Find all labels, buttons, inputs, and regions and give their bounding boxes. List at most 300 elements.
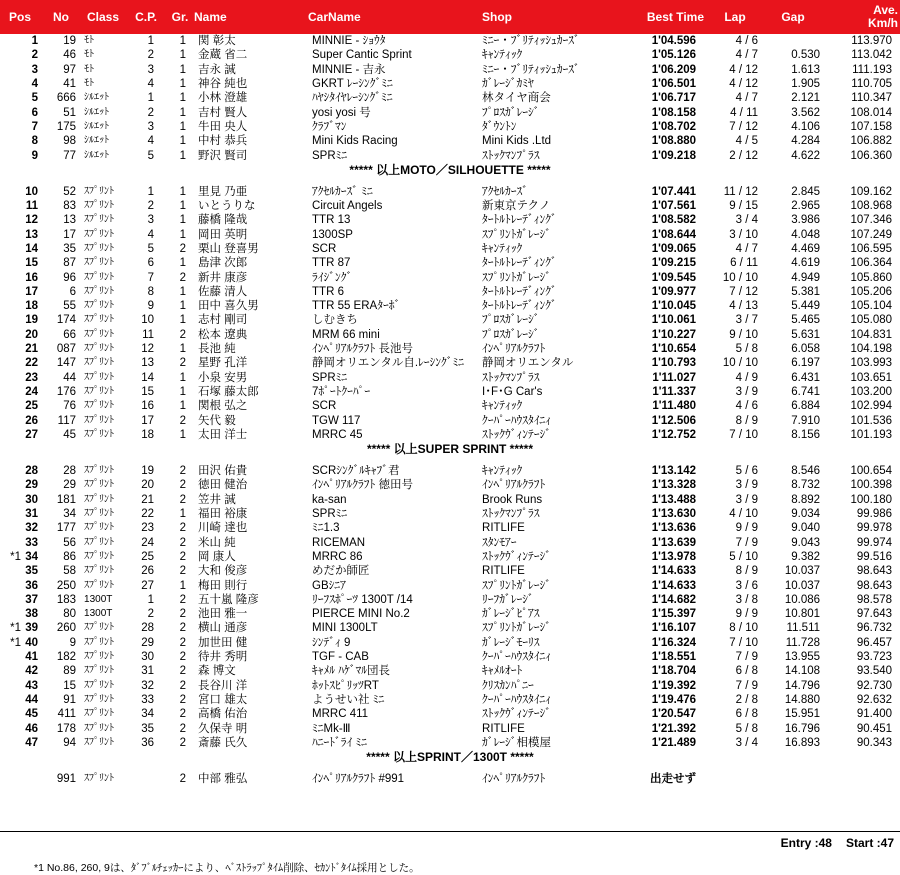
- table-row: [0, 63, 900, 77]
- group: 1: [179, 185, 187, 198]
- lap: 4 / 7: [735, 92, 759, 105]
- shop: ｽﾄｯｸｳﾞｨﾝﾃｰｼﾞ: [482, 708, 552, 721]
- start-count: Start :47: [845, 836, 894, 850]
- position: 4: [31, 78, 39, 91]
- class: ｼﾙｴｯﾄ: [84, 149, 110, 161]
- class: ｽﾌﾟﾘﾝﾄ: [84, 314, 115, 326]
- group: 2: [179, 593, 187, 606]
- note-mark: [0, 650, 22, 664]
- group: 1: [179, 579, 187, 592]
- group: 1: [179, 343, 187, 356]
- driver-name: 高橋 佑治: [198, 708, 248, 721]
- lap: 3 / 4: [735, 214, 759, 227]
- note-mark: [0, 607, 22, 621]
- class: ｽﾌﾟﾘﾝﾄ: [84, 185, 115, 197]
- best-time: 1'14.682: [651, 593, 697, 606]
- separator-label: ***** 以上SPRINT／1300T *****: [366, 749, 534, 764]
- car-number: 76: [63, 400, 77, 413]
- table-row: [0, 621, 900, 635]
- best-time: 1'16.107: [651, 622, 697, 635]
- class: ｽﾌﾟﾘﾝﾄ: [84, 300, 115, 312]
- table-row: [0, 213, 900, 227]
- shop: ﾀﾞｳﾝﾄﾝ: [482, 120, 517, 133]
- table-row: [0, 242, 900, 256]
- position: 41: [25, 651, 39, 664]
- driver-name: 金蔵 省二: [198, 49, 248, 62]
- car-number: 80: [63, 608, 77, 621]
- driver-name: 米山 純: [198, 536, 236, 549]
- gap: 10.086: [784, 593, 821, 606]
- best-time: 1'04.596: [651, 35, 697, 48]
- class-position: 32: [141, 679, 155, 692]
- car-number: 96: [63, 271, 77, 284]
- car-number: 44: [63, 371, 77, 384]
- note-mark: *1: [10, 622, 21, 635]
- group: 2: [179, 271, 187, 284]
- gap: 2.965: [791, 200, 821, 213]
- lap: 4 / 5: [735, 135, 759, 148]
- table-row: [0, 199, 900, 213]
- class-position: 3: [147, 214, 155, 227]
- group: 1: [179, 228, 187, 241]
- gap: [764, 34, 822, 48]
- car-number: 178: [56, 722, 77, 735]
- table-row: [0, 313, 900, 327]
- lap: 5 / 8: [735, 722, 759, 735]
- average-speed: 107.158: [850, 120, 893, 133]
- shop: ｽﾀﾝﾓｱｰ: [482, 536, 517, 549]
- lap: 7 / 12: [729, 285, 759, 298]
- gap: 4.469: [791, 243, 821, 255]
- driver-name: 長谷川 洋: [198, 679, 248, 692]
- car-number: 86: [63, 550, 77, 563]
- best-time: 1'08.644: [651, 228, 697, 241]
- car-name: SPRﾐﾆ: [312, 371, 348, 384]
- class-position: 26: [141, 565, 155, 578]
- best-time: 1'14.633: [651, 565, 697, 578]
- lap: 4 / 12: [729, 63, 759, 76]
- position: 47: [25, 736, 39, 749]
- gap: 5.449: [791, 300, 821, 313]
- class-position: 21: [141, 493, 155, 506]
- car-number: 41: [63, 78, 77, 91]
- lap: 9 / 10: [729, 328, 759, 341]
- car-number: 58: [63, 565, 77, 578]
- class-position: 29: [141, 636, 155, 649]
- class-position: 19: [141, 465, 155, 478]
- position: 19: [25, 314, 39, 327]
- car-number: 182: [56, 651, 77, 664]
- car-number: 34: [63, 508, 77, 521]
- class: ｽﾌﾟﾘﾝﾄ: [84, 522, 115, 534]
- lap: 5 / 10: [729, 550, 759, 563]
- table-row: [0, 678, 900, 692]
- position: 37: [25, 593, 39, 606]
- class-position: 8: [147, 285, 155, 298]
- driver-name: 小林 澄雄: [198, 92, 248, 105]
- dns-row: [0, 772, 900, 786]
- shop: I･F･G Car's: [482, 385, 543, 398]
- best-time: 1'19.476: [651, 693, 697, 706]
- gap: 3.986: [791, 214, 821, 227]
- lap: 4 / 9: [735, 371, 759, 384]
- position: 46: [25, 722, 39, 735]
- driver-name: 岡田 英明: [198, 228, 248, 241]
- class: 1300T: [84, 608, 113, 620]
- car-number: 35: [63, 243, 77, 255]
- note-mark: [0, 564, 22, 578]
- header-best-time: Best Time: [620, 0, 706, 34]
- best-time: 1'13.639: [651, 536, 697, 549]
- car-name: MINNIE - 吉永: [312, 63, 386, 76]
- table-row: [0, 148, 900, 162]
- gap: 7.910: [791, 414, 821, 427]
- car-number: 177: [56, 522, 77, 535]
- table-row: [0, 650, 900, 664]
- class: ｽﾌﾟﾘﾝﾄ: [84, 465, 115, 477]
- car-name: 静岡オリエンタル自.ﾚｰｼﾝｸﾞﾐﾆ: [312, 357, 465, 370]
- car-number: 87: [63, 257, 77, 270]
- group: 1: [179, 314, 187, 327]
- driver-name: 宮口 雄太: [198, 693, 248, 706]
- shop: 林タイヤ商会: [482, 92, 551, 105]
- driver-name: 関根 弘之: [198, 400, 248, 413]
- gap: 8.892: [791, 493, 821, 506]
- driver-name: 長池 純: [198, 343, 236, 356]
- lap: 3 / 4: [735, 736, 759, 749]
- car-name: 1300SP: [312, 228, 353, 241]
- shop: ｲﾝﾍﾟﾘｱﾙｸﾗﾌﾄ: [482, 343, 546, 356]
- table-row: [0, 707, 900, 721]
- class: ｽﾌﾟﾘﾝﾄ: [84, 257, 115, 269]
- car-name: ﾐﾆMk-Ⅲ: [312, 722, 351, 735]
- group: 1: [179, 92, 187, 105]
- driver-name: 牛田 央人: [198, 120, 248, 133]
- note-mark: [0, 228, 22, 242]
- note-mark: *1: [10, 550, 21, 563]
- best-time: 1'07.441: [651, 185, 697, 198]
- gap: 2.845: [791, 185, 821, 198]
- driver-name: 志村 剛司: [198, 314, 248, 327]
- car-name: ﾘｰﾌｽﾎﾟｰﾂ 1300T /14: [312, 593, 413, 606]
- driver-name: 田中 喜久男: [198, 300, 259, 313]
- class-position: 2: [147, 106, 155, 119]
- car-number: 991: [56, 773, 77, 786]
- class-position: 18: [141, 428, 155, 441]
- table-row: [0, 256, 900, 270]
- driver-name: 野沢 賢司: [198, 149, 248, 162]
- gap: 11.511: [786, 622, 821, 635]
- shop: ｽﾌﾟﾘﾝﾄｶﾞﾚｰｼﾞ: [482, 228, 552, 241]
- car-number: 411: [57, 708, 77, 721]
- average-speed: 98.643: [856, 565, 893, 578]
- gap: 5.465: [791, 314, 821, 327]
- group: 1: [179, 35, 187, 48]
- table-row: [0, 428, 900, 442]
- class-position: 17: [141, 414, 155, 427]
- gap: 14.880: [784, 693, 821, 706]
- group: 2: [179, 608, 187, 621]
- best-time: 1'14.633: [651, 579, 697, 592]
- car-number: 46: [63, 49, 77, 62]
- best-time: 1'21.392: [651, 722, 697, 735]
- class: ｽﾌﾟﾘﾝﾄ: [84, 679, 115, 691]
- class-position: 36: [141, 736, 155, 749]
- position: 28: [25, 465, 39, 478]
- group: 2: [179, 565, 187, 578]
- position: 20: [25, 328, 39, 341]
- shop: ｶﾞﾚｰｼﾞ相模屋: [482, 736, 552, 749]
- class-position: 24: [141, 536, 155, 549]
- car-name: しむきち: [312, 314, 359, 327]
- best-time: 1'13.636: [651, 522, 697, 535]
- driver-name: 吉村 賢人: [198, 106, 248, 119]
- position: [22, 772, 40, 786]
- car-number: 45: [63, 428, 77, 441]
- group: 2: [179, 651, 187, 664]
- class-position: 4: [147, 228, 155, 241]
- car-name: ｸﾗﾌﾞﾏﾝ: [312, 120, 347, 133]
- lap: 11 / 12: [723, 185, 759, 198]
- driver-name: 徳田 健治: [198, 479, 248, 492]
- car-name: TGW 117: [312, 414, 361, 427]
- gap: 4.619: [791, 257, 821, 270]
- lap: 2 / 8: [735, 693, 759, 706]
- table-row: [0, 228, 900, 242]
- note-mark: [0, 91, 22, 105]
- best-time: 1'11.337: [652, 385, 697, 398]
- lap: 4 / 11: [730, 106, 759, 119]
- position: 30: [25, 493, 39, 506]
- class-position: 3: [147, 120, 155, 133]
- shop: ｸｰﾊﾟｰﾊｳｽﾀｲﾆｨ: [482, 651, 552, 664]
- driver-name: いとうりな: [198, 200, 256, 213]
- position: 12: [25, 214, 39, 227]
- table-row: [0, 48, 900, 62]
- car-number: 52: [63, 185, 77, 198]
- shop: ｸｰﾊﾟｰﾊｳｽﾀｲﾆｨ: [482, 414, 552, 427]
- class-position: 30: [141, 651, 155, 664]
- average-speed: 93.540: [856, 665, 893, 678]
- average-speed: 101.536: [850, 414, 893, 427]
- section-gap: [0, 177, 900, 185]
- lap: 8 / 9: [735, 565, 759, 578]
- table-row: [0, 636, 900, 650]
- best-time: 1'08.582: [651, 214, 697, 227]
- lap: 4 / 6: [735, 35, 759, 48]
- note-mark: [0, 736, 22, 750]
- class: ｽﾌﾟﾘﾝﾄ: [84, 773, 115, 785]
- gap: 14.796: [784, 679, 821, 692]
- gap: 8.156: [791, 428, 821, 441]
- class-position: [124, 772, 168, 786]
- class-position: 34: [141, 708, 155, 721]
- group: 1: [179, 214, 187, 227]
- note-mark: [0, 199, 22, 213]
- lap: 4 / 6: [735, 400, 759, 413]
- shop: ﾐﾆｰ・ﾌﾞﾘﾃｨｯｼｭｶｰｽﾞ: [482, 35, 580, 48]
- group: 1: [179, 428, 187, 441]
- gap: 4.048: [791, 228, 821, 241]
- header-ave-line2: Km/h: [868, 16, 899, 30]
- position: 27: [25, 428, 39, 441]
- driver-name: 石塚 藤太郎: [198, 385, 259, 398]
- car-name: TTR 87: [312, 257, 351, 270]
- gap: 16.796: [784, 722, 821, 735]
- table-row: [0, 385, 900, 399]
- average-speed: 101.193: [850, 428, 893, 441]
- class-position: 35: [141, 722, 155, 735]
- average-speed: 100.180: [850, 493, 893, 506]
- car-number: 19: [63, 35, 77, 48]
- shop: ｲﾝﾍﾟﾘｱﾙｸﾗﾌﾄ: [482, 479, 546, 492]
- class-position: 5: [147, 149, 155, 162]
- note-mark: [0, 399, 22, 413]
- best-time: 1'11.480: [652, 400, 697, 413]
- car-name: MRRC 411: [312, 708, 369, 721]
- position: 21: [25, 343, 39, 356]
- group: 2: [179, 536, 187, 549]
- note-mark: [0, 707, 22, 721]
- gap: 15.951: [784, 708, 821, 721]
- lap: 7 / 9: [735, 536, 759, 549]
- lap: 9 / 15: [729, 200, 759, 213]
- driver-name: 笠井 誠: [198, 493, 236, 506]
- average-speed: 97.643: [856, 608, 893, 621]
- best-time: 1'08.158: [651, 106, 697, 119]
- car-name: ﾐﾆ1.3: [312, 522, 340, 535]
- driver-name: 田沢 佑貴: [198, 465, 248, 478]
- best-time: 1'06.501: [651, 78, 697, 91]
- position: 22: [25, 357, 39, 370]
- class-position: 27: [141, 579, 155, 592]
- group: 2: [179, 328, 187, 341]
- class: ｽﾌﾟﾘﾝﾄ: [84, 371, 115, 383]
- average-speed: 105.860: [850, 271, 893, 284]
- driver-name: 川崎 達也: [198, 522, 248, 535]
- car-name: ようせい社 ﾐﾆ: [312, 693, 385, 706]
- shop: ｷｬﾝﾃｨｯｸ: [482, 400, 523, 413]
- gap: 4.106: [791, 120, 821, 133]
- class-position: 16: [141, 400, 155, 413]
- table-row: [0, 464, 900, 478]
- table-row: [0, 105, 900, 119]
- driver-name: 大和 俊彦: [198, 565, 248, 578]
- lap: 3 / 10: [729, 228, 759, 241]
- header-row: [0, 0, 900, 34]
- table-row: [0, 536, 900, 550]
- best-time: 1'09.977: [651, 285, 697, 298]
- position: 45: [25, 708, 39, 721]
- lap: 7 / 10: [729, 636, 759, 649]
- gap: 4.284: [791, 135, 821, 148]
- position: 26: [25, 414, 39, 427]
- average-speed: 105.104: [850, 300, 893, 313]
- shop: ｽﾄｯｸｳﾞｨﾝﾃｰｼﾞ: [482, 550, 552, 563]
- note-mark: [0, 356, 22, 370]
- car-number: 15: [63, 679, 77, 692]
- average-speed: 98.578: [856, 593, 893, 606]
- class: ｼﾙｴｯﾄ: [84, 92, 110, 104]
- class-position: 9: [147, 300, 155, 313]
- lap: 5 / 6: [735, 465, 759, 478]
- shop: ｷｬﾝﾃｨｯｸ: [482, 243, 523, 255]
- class-position: 25: [141, 550, 155, 563]
- lap: 7 / 9: [735, 651, 759, 664]
- position: 16: [25, 271, 39, 284]
- car-number: 77: [63, 149, 77, 162]
- driver-name: 待井 秀明: [198, 651, 248, 664]
- group: 1: [179, 49, 187, 62]
- class-position: 33: [141, 693, 155, 706]
- car-number: 28: [63, 465, 77, 478]
- class-position: 13: [141, 357, 155, 370]
- lap: 3 / 9: [735, 479, 759, 492]
- best-time: 1'13.328: [651, 479, 697, 492]
- best-time: 1'13.978: [651, 550, 697, 563]
- car-name: SCR: [312, 400, 337, 413]
- gap: 0.530: [791, 49, 821, 62]
- note-mark: [0, 148, 22, 162]
- class: ｽﾌﾟﾘﾝﾄ: [84, 693, 115, 705]
- driver-name: 横山 通彦: [198, 622, 248, 635]
- gap: 4.949: [791, 271, 821, 284]
- gap: 1.905: [791, 78, 821, 91]
- gap: 6.197: [791, 357, 821, 370]
- position: 23: [25, 371, 39, 384]
- shop: ｸﾘｽｶﾝﾊﾟﾆｰ: [482, 679, 534, 692]
- car-name: yosi yosi 号: [312, 106, 371, 119]
- average-speed: 96.732: [856, 622, 893, 635]
- best-time: 1'12.752: [651, 428, 697, 441]
- best-time: 1'09.065: [651, 243, 697, 255]
- class: ｽﾌﾟﾘﾝﾄ: [84, 428, 115, 440]
- lap: 4 / 7: [735, 49, 759, 62]
- class-position: 2: [147, 608, 155, 621]
- position: 15: [25, 257, 39, 270]
- class-position: 2: [147, 49, 155, 62]
- class: ｽﾌﾟﾘﾝﾄ: [84, 400, 115, 412]
- section-gap: [0, 764, 900, 772]
- note-mark: [0, 678, 22, 692]
- group: 2: [179, 679, 187, 692]
- driver-name: 福田 裕康: [198, 508, 248, 521]
- driver-name: 松本 遼典: [198, 328, 248, 341]
- average-speed: 106.364: [850, 257, 893, 270]
- lap: 5 / 8: [735, 343, 759, 356]
- best-time: 1'13.142: [651, 465, 697, 478]
- driver-name: 関 彰太: [198, 35, 236, 48]
- class-position: 11: [142, 328, 155, 341]
- note-mark: [0, 242, 22, 256]
- note-mark: [0, 428, 22, 442]
- note-mark: [0, 134, 22, 148]
- note-mark: [0, 185, 22, 199]
- average-speed: 100.654: [850, 465, 893, 478]
- group: 2: [179, 550, 187, 563]
- car-name: ｲﾝﾍﾟﾘｱﾙｸﾗﾌﾄ 徳田号: [312, 479, 413, 492]
- position: 35: [25, 565, 39, 578]
- note-mark: [0, 493, 22, 507]
- driver-name: 小泉 安男: [198, 371, 248, 384]
- average-speed: 103.651: [850, 371, 893, 384]
- class-position: 1: [147, 92, 155, 105]
- table-row: [0, 91, 900, 105]
- car-number: 666: [56, 92, 77, 105]
- class-position: 5: [147, 243, 155, 255]
- table-row: [0, 493, 900, 507]
- shop: ﾀｰﾄﾙﾄﾚｰﾃﾞｨﾝｸﾞ: [482, 300, 557, 313]
